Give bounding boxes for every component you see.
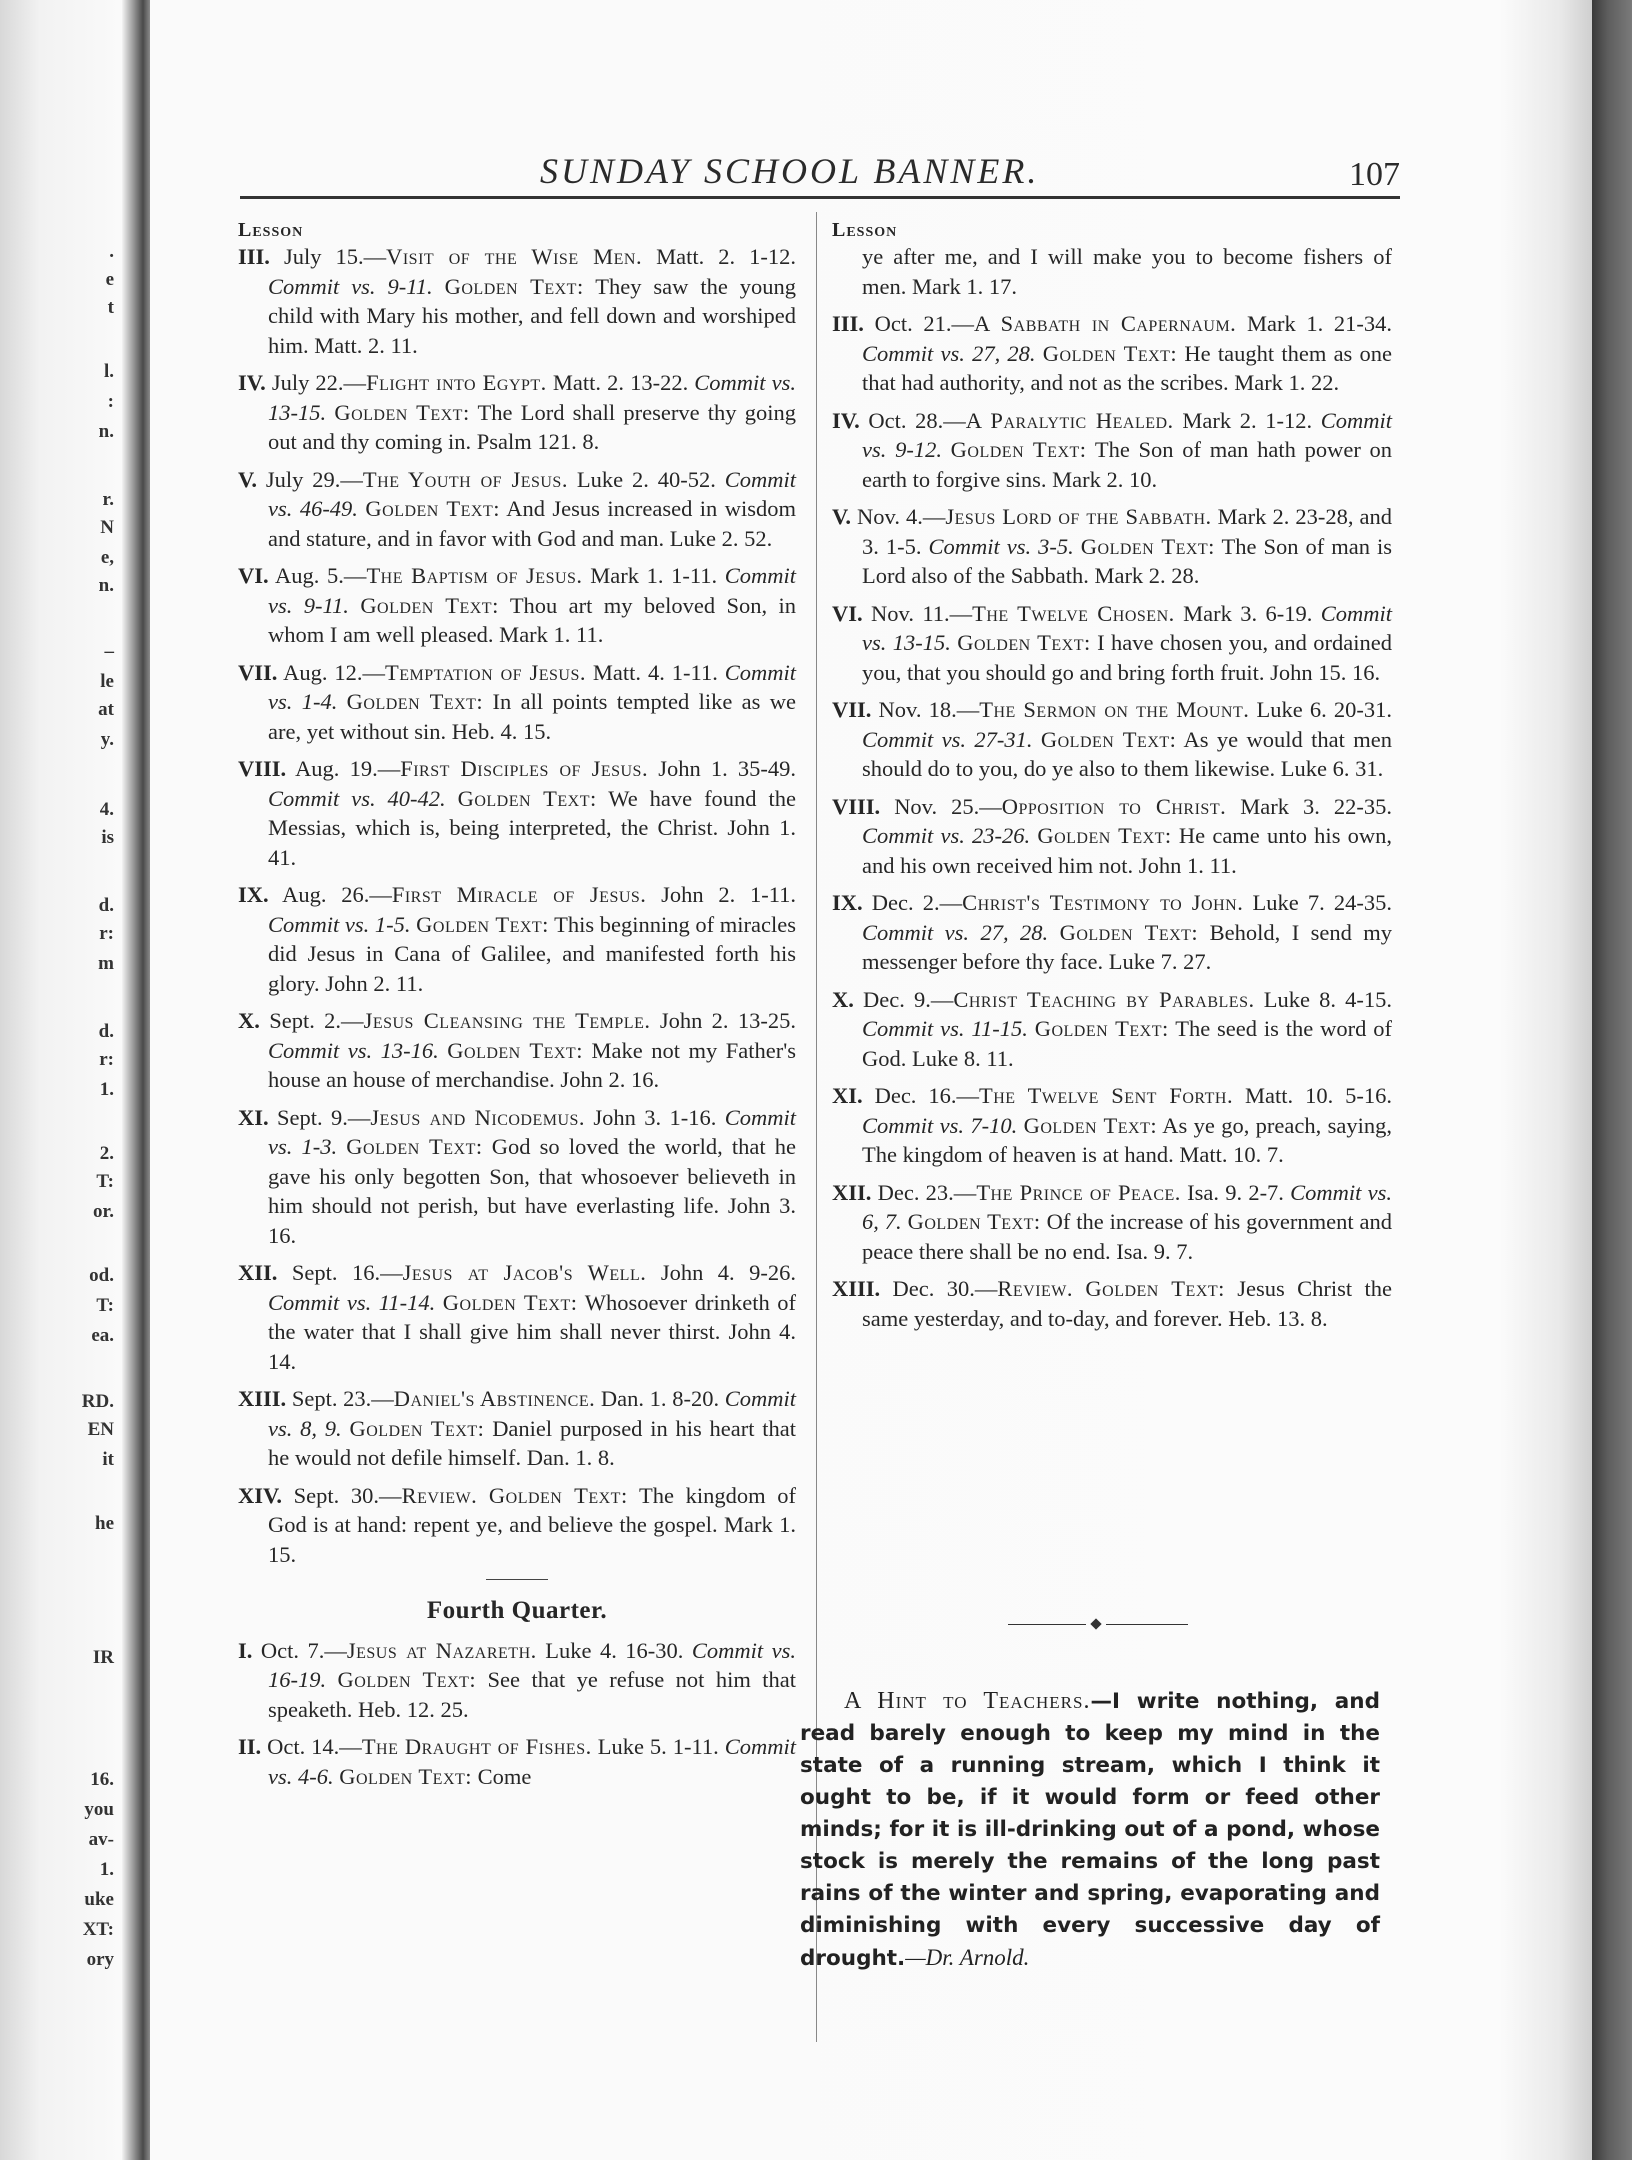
lesson-number: IX. — [238, 882, 269, 907]
lesson-date: Sept. 30.— — [293, 1482, 402, 1508]
lesson-date: Nov. 18.— — [878, 697, 980, 722]
lesson-date: Sept. 9.— — [277, 1104, 371, 1130]
lesson-title: Jesus at Jacob's Well. — [402, 1260, 647, 1285]
scripture-reference: Matt. 10. 5-16. — [1245, 1083, 1392, 1108]
lesson-list — [832, 309, 1392, 1333]
lesson-date: Dec. 16.— — [874, 1083, 979, 1108]
lesson-number: XI. — [832, 1083, 863, 1108]
lesson-title: Jesus and Nicodemus. — [370, 1104, 586, 1130]
commit-verses: Commit vs. 13-15. — [862, 600, 1393, 655]
golden-text-label: Golden Text: — [1034, 1016, 1169, 1041]
previous-page-fragment: le — [100, 671, 114, 692]
scripture-reference: Mark 1. 1-11. — [590, 563, 718, 588]
scripture-reference: Luke 7. 24-35. — [1252, 890, 1393, 915]
previous-page-fragment: IR — [92, 1647, 114, 1668]
scripture-reference: Mark 2. 23-28, and 3. 1-5. — [862, 504, 1393, 559]
golden-text: The seed is the word of God. Luke 8. 11. — [862, 1016, 1393, 1071]
previous-page-fragment: r: — [99, 923, 114, 944]
lesson-date: Nov. 11.— — [871, 600, 973, 626]
lesson-date: Dec. 23.— — [877, 1179, 977, 1205]
lesson-number: XII. — [832, 1179, 872, 1205]
previous-page-fragment: you — [84, 1799, 114, 1820]
lesson-title: Christ's Testimony to John. — [962, 890, 1244, 915]
golden-text: Whosoever drinketh of the water that I shall give him shall never thirst. John 4. 14. — [268, 1289, 797, 1374]
lesson-title: First Disciples of Jesus. — [400, 756, 649, 781]
previous-page-fragment: 4. — [99, 799, 114, 820]
golden-text-label: Golden Text: — [1042, 340, 1178, 366]
commit-verses: Commit vs. 13-16. — [268, 1037, 439, 1063]
lesson-number: V. — [832, 504, 851, 529]
golden-text-label: Golden Text: — [1037, 823, 1172, 848]
golden-text-label: Golden Text: — [1080, 533, 1215, 559]
lesson-title: Opposition to Christ. — [1001, 793, 1227, 819]
golden-text-label: Golden Text: — [447, 1037, 583, 1063]
scripture-reference: Matt. 4. 1-11. — [592, 659, 718, 685]
lesson-number: III. — [832, 311, 864, 336]
golden-text: He came unto his own, and his own received him not. John 1. 11. — [862, 823, 1393, 878]
previous-page-fragment: 16. — [90, 1769, 114, 1790]
scripture-reference: Dan. 1. 8-20. — [600, 1386, 720, 1411]
golden-text: Come — [477, 1763, 532, 1789]
lesson-number: III. — [238, 244, 270, 269]
scripture-reference: Luke 6. 20-31. — [1256, 697, 1392, 722]
golden-text-label: Golden Text: — [442, 1289, 578, 1315]
previous-page-fragment: e, — [100, 547, 114, 568]
lesson-entry — [238, 1103, 796, 1251]
commit-verses: Commit vs. 13-15. — [268, 370, 797, 425]
previous-page-edge — [0, 0, 118, 2160]
lesson-title: Jesus at Nazareth. — [346, 1637, 537, 1663]
lesson-number: VII. — [832, 697, 872, 722]
previous-page-fragment: or. — [93, 1201, 114, 1222]
lesson-entry — [832, 406, 1392, 495]
book-gutter — [122, 0, 150, 2160]
lesson-title: The Youth of Jesus. — [362, 466, 568, 492]
lesson-list — [238, 242, 796, 1569]
previous-page-fragment: 1. — [99, 1859, 114, 1880]
golden-text-label: Golden Text: — [360, 592, 499, 618]
lesson-title: Review. — [401, 1482, 478, 1508]
lesson-date: Nov. 25.— — [894, 793, 1002, 819]
header-rule — [240, 196, 1400, 199]
page-stack-edge — [1592, 0, 1632, 2160]
commit-verses: Commit vs. 9-11. — [268, 273, 433, 299]
golden-text-label: Golden Text: — [950, 437, 1087, 462]
lesson-date: Aug. 19.— — [295, 756, 401, 781]
previous-page-fragment: av- — [88, 1829, 114, 1850]
golden-text-label: Golden Text: — [488, 1482, 628, 1508]
golden-text-label: Golden Text: — [907, 1209, 1041, 1234]
lesson-title: A Sabbath in Capernaum. — [973, 311, 1237, 336]
lesson-number: VIII. — [238, 756, 287, 781]
scripture-reference: John 3. 1-16. — [593, 1104, 717, 1130]
golden-text-label: Golden Text: — [365, 496, 500, 521]
golden-text-label: Golden Text: — [346, 689, 484, 714]
lesson-entry — [832, 1274, 1392, 1333]
lesson-entry — [238, 465, 796, 554]
previous-page-fragment: is — [101, 827, 114, 848]
commit-verses: Commit vs. 4-6. — [268, 1734, 797, 1789]
lesson-date: Sept. 2.— — [269, 1008, 364, 1033]
ornamental-divider — [1008, 1618, 1188, 1630]
lesson-entry — [238, 1732, 796, 1791]
golden-text-label: Golden Text: — [334, 399, 470, 425]
hint-to-teachers — [800, 1685, 1380, 1975]
lesson-number: IV. — [238, 370, 266, 395]
lesson-entry — [832, 1178, 1392, 1267]
lesson-column-heading: Lesson — [238, 219, 304, 241]
golden-text-label: Golden Text: — [1059, 919, 1199, 945]
lesson-date: Aug. 5.— — [275, 563, 367, 588]
previous-page-fragment: d. — [98, 1021, 114, 1042]
previous-page-fragment: 1. — [99, 1079, 114, 1100]
previous-page-fragment: he — [95, 1513, 114, 1534]
previous-page-fragment: n. — [98, 575, 114, 596]
lesson-number: XII. — [238, 1260, 278, 1285]
lesson-entry — [832, 792, 1392, 881]
lesson-title: Daniel's Abstinence. — [393, 1386, 596, 1411]
lesson-entry — [832, 502, 1392, 591]
lesson-title: First Miracle of Jesus. — [391, 882, 647, 907]
previous-page-fragment: n. — [98, 421, 114, 442]
lesson-date: Oct. 7.— — [260, 1637, 347, 1663]
lesson-number: I. — [238, 1637, 253, 1663]
previous-page-fragment: t — [107, 297, 114, 318]
lesson-title: The Baptism of Jesus. — [366, 563, 583, 588]
lesson-date: Sept. 16.— — [291, 1260, 403, 1285]
lesson-title: Review. — [997, 1276, 1074, 1301]
lesson-number: IX. — [832, 890, 863, 915]
golden-text: The Son of man hath power on earth to forgive sins. Mark 2. 10. — [862, 437, 1393, 492]
previous-page-fragment: od. — [89, 1265, 114, 1286]
scripture-reference: Mark 3. 22-35. — [1240, 793, 1393, 819]
previous-page-fragment: . — [109, 241, 114, 262]
golden-text-label: Golden Text: — [339, 1763, 473, 1789]
lesson-title: A Paralytic Healed. — [965, 407, 1174, 433]
hint-author: —Dr. Arnold. — [905, 1945, 1030, 1970]
previous-page-fragment: at — [98, 699, 114, 720]
commit-verses: Commit vs. 3-5. — [928, 533, 1074, 559]
lesson-number: VI. — [832, 600, 863, 626]
lesson-date: July 22.— — [271, 370, 367, 395]
previous-page-fragment: XT: — [82, 1919, 114, 1940]
lesson-entry — [238, 1258, 796, 1376]
lesson-title: Flight into Egypt. — [366, 370, 547, 395]
commit-verses: Commit vs. 27, 28. — [862, 340, 1036, 366]
lesson-number: XIII. — [238, 1386, 287, 1411]
scripture-reference: Matt. 2. 1-12. — [656, 244, 797, 269]
golden-text: We have found the Messias, which is, being interpreted, the Christ. John 1. 41. — [268, 785, 796, 870]
golden-text: In all points tempted like as we are, yet without sin. Heb. 4. 15. — [268, 689, 796, 744]
golden-text: The Lord shall preserve thy going out and thy coming in. Psalm 121. 8. — [268, 399, 797, 454]
lesson-date: Aug. 26.— — [282, 882, 392, 907]
lesson-title: Visit of the Wise Men. — [386, 244, 643, 269]
previous-page-fragment: r. — [102, 489, 114, 510]
lesson-entry — [832, 309, 1392, 398]
golden-text-label: Golden Text: — [346, 1134, 483, 1159]
lesson-date: Dec. 2.— — [871, 890, 963, 915]
previous-page-fragment: ea. — [91, 1325, 114, 1346]
lesson-date: July 29.— — [265, 466, 363, 492]
previous-page-fragment: l. — [103, 361, 114, 382]
lesson-date: Dec. 9.— — [863, 986, 954, 1012]
previous-page-fragment: d. — [98, 895, 114, 916]
golden-text-label: Golden Text: — [1023, 1112, 1158, 1138]
section-divider — [486, 1579, 548, 1580]
lesson-title: The Twelve Chosen. — [972, 600, 1175, 626]
golden-text: Jesus Christ the same yesterday, and to-day, and forever. Heb. 13. 8. — [862, 1276, 1392, 1331]
golden-text: And Jesus increased in wisdom and stature, and in favor with God and man. Luke 2. 52. — [268, 496, 796, 551]
golden-text-label: Golden Text: — [444, 273, 584, 299]
lesson-entry — [238, 1384, 796, 1473]
previous-page-fragment: T: — [96, 1295, 114, 1316]
lesson-entry — [832, 985, 1392, 1074]
hint-lead: A Hint to Teachers. — [844, 1688, 1091, 1714]
lesson-number: X. — [238, 1008, 260, 1033]
running-header — [240, 150, 1400, 194]
lesson-column-heading: Lesson — [832, 219, 898, 241]
lesson-date: Oct. 28.— — [868, 407, 966, 433]
commit-verses: Commit vs. 23-26. — [862, 823, 1031, 848]
lesson-number: IV. — [832, 407, 860, 433]
lesson-number: VIII. — [832, 793, 881, 819]
scripture-reference: Mark 1. 21-34. — [1246, 311, 1393, 336]
lesson-date: Dec. 30.— — [892, 1276, 998, 1301]
lesson-title: Christ Teaching by Parables. — [953, 986, 1255, 1012]
previous-page-fragment: uke — [84, 1889, 114, 1910]
lesson-number: XIII. — [832, 1276, 881, 1301]
golden-text-label: Golden Text: — [1040, 726, 1177, 752]
golden-text-label: Golden Text: — [1085, 1276, 1225, 1301]
golden-text: Behold, I send my messenger before thy face. Luke 7. 27. — [862, 919, 1393, 974]
commit-verses: Commit vs. 27, 28. — [862, 919, 1049, 945]
lesson-title: The Draught of Fishes. — [361, 1734, 592, 1759]
lesson-continuation: ye after me, and I will make you to become fishers of men. Mark 1. 17. — [862, 244, 1392, 299]
lesson-title: Temptation of Jesus. — [385, 659, 586, 685]
lesson-entry — [832, 599, 1392, 688]
commit-verses: Commit vs. 27-31. — [862, 726, 1033, 752]
previous-page-fragment: T: — [96, 1171, 114, 1192]
lesson-entry — [238, 1636, 796, 1725]
lesson-date: Nov. 4.— — [857, 504, 946, 529]
previous-page-fragment: r: — [99, 1049, 114, 1070]
lesson-date: Oct. 21.— — [874, 311, 974, 336]
lesson-entry — [238, 1006, 796, 1095]
golden-text: See that ye refuse not him that speaketh. Heb. 12. 25. — [268, 1667, 796, 1722]
previous-page-fragment: ory — [86, 1949, 114, 1970]
golden-text: I have chosen you, and ordained you, that you should go and bring forth fruit. John 15. 16. — [862, 630, 1393, 685]
lesson-entry — [238, 242, 796, 360]
lesson-number: X. — [832, 986, 854, 1012]
lesson-title: Jesus Lord of the Sabbath. — [945, 504, 1212, 529]
golden-text: The kingdom of God is at hand: repent ye, and believe the gospel. Mark 1. 15. — [268, 1482, 796, 1567]
golden-text: They saw the young child with Mary his mother, and fell down and worshiped him. Matt. 2. 11. — [268, 273, 797, 358]
publication-title: SUNDAY SCHOOL BANNER. — [540, 151, 1040, 191]
golden-text: Daniel purposed in his heart that he would not defile himself. Dan. 1. 8. — [268, 1415, 797, 1470]
commit-verses: Commit vs. 9-11. — [268, 563, 797, 618]
previous-page-fragment: – — [104, 641, 114, 662]
golden-text-label: Golden Text: — [349, 1415, 485, 1441]
golden-text: He taught them as one that had authority, and not as the scribes. Mark 1. 22. — [862, 340, 1393, 395]
commit-verses: Commit vs. 46-49. — [268, 466, 796, 521]
scripture-reference: Mark 3. 6-19. — [1183, 600, 1313, 626]
commit-verses: Commit vs. 1-5. — [268, 911, 411, 937]
lesson-entry — [238, 368, 796, 457]
lesson-entry — [832, 1081, 1392, 1170]
golden-text: Of the increase of his government and peace there shall be no end. Isa. 9. 7. — [862, 1209, 1392, 1264]
golden-text-label: Golden Text: — [957, 630, 1091, 655]
previous-page-fragment: RD. — [81, 1391, 114, 1412]
previous-page-fragment: EN — [87, 1419, 114, 1440]
commit-verses: Commit vs. 7-10. — [862, 1112, 1018, 1138]
lesson-entry — [238, 1481, 796, 1570]
previous-page-fragment: m — [98, 953, 114, 974]
golden-text: Make not my Father's house an house of merchandise. John 2. 16. — [268, 1037, 797, 1092]
golden-text: The Son of man is Lord also of the Sabbath. Mark 2. 28. — [862, 533, 1393, 588]
previous-page-fragment: it — [102, 1449, 114, 1470]
hint-body: —I write nothing, and read barely enough to keep my mind in the state of a running stream, which I think it ought to be, if it would form or feed other minds; for it is ill-drinking out of a pond, whose stock is merely the remains of the long past rains of the winter and spring, evaporating and diminishing with every successive day of drought. — [800, 1689, 1381, 1971]
commit-verses: Commit vs. 1-3. — [268, 1104, 797, 1159]
lesson-number: V. — [238, 466, 257, 492]
lesson-number: VI. — [238, 563, 269, 588]
commit-verses: Commit vs. 11-14. — [268, 1289, 436, 1315]
lesson-title: The Prince of Peace. — [976, 1179, 1181, 1205]
lesson-entry — [238, 754, 796, 872]
lesson-number: XIV. — [238, 1482, 282, 1508]
lesson-date: Aug. 12.— — [283, 659, 386, 685]
lesson-entry — [832, 888, 1392, 977]
lesson-title: The Sermon on the Mount. — [979, 697, 1250, 722]
scripture-reference: Mark 2. 1-12. — [1182, 407, 1313, 433]
scripture-reference: John 1. 35-49. — [658, 756, 797, 781]
left-column — [238, 218, 796, 1799]
scripture-reference: Matt. 2. 13-22. — [552, 370, 689, 395]
lesson-entry — [238, 561, 796, 650]
scripture-reference: Luke 2. 40-52. — [576, 466, 716, 492]
lesson-title: Jesus Cleansing the Temple. — [363, 1008, 651, 1033]
lesson-number: VII. — [238, 659, 278, 685]
commit-verses: Commit vs. 8, 9. — [268, 1386, 797, 1441]
lesson-date: July 15.— — [283, 244, 387, 269]
lesson-number: II. — [238, 1734, 262, 1759]
previous-page-fragment: : — [107, 391, 114, 412]
commit-verses: Commit vs. 9-12. — [862, 407, 1393, 462]
scripture-reference: Luke 5. 1-11. — [597, 1734, 719, 1759]
fourth-quarter-list — [238, 1636, 796, 1792]
scripture-reference: John 2. 1-11. — [661, 882, 796, 907]
golden-text: As ye would that men should do to you, do ye also to them likewise. Luke 6. 31. — [862, 726, 1393, 781]
golden-text: God so loved the world, that he gave his only begotten Son, that whosoever believeth in him should not perish, but have everlasting life. John 3. 16. — [268, 1134, 796, 1248]
golden-text: This beginning of miracles did Jesus in Cana of Galilee, and manifested forth his glory. John 2. 11. — [268, 911, 797, 996]
lesson-entry — [238, 658, 796, 747]
commit-verses: Commit vs. 1-4. — [268, 659, 797, 714]
golden-text: Thou art my beloved Son, in whom I am well pleased. Mark 1. 11. — [268, 592, 797, 647]
lesson-title: The Twelve Sent Forth. — [979, 1083, 1234, 1108]
commit-verses: Commit vs. 11-15. — [862, 1016, 1028, 1041]
golden-text-label: Golden Text: — [337, 1667, 477, 1692]
scripture-reference: John 2. 13-25. — [659, 1008, 797, 1033]
golden-text-label: Golden Text: — [416, 911, 549, 937]
previous-page-fragment: N — [100, 517, 114, 538]
commit-verses: Commit vs. 16-19. — [268, 1637, 797, 1692]
golden-text: As ye go, preach, saying, The kingdom of heaven is at hand. Matt. 10. 7. — [862, 1112, 1392, 1167]
scripture-reference: Isa. 9. 2-7. — [1187, 1179, 1284, 1205]
page-number: 107 — [1349, 156, 1400, 193]
lesson-entry — [238, 880, 796, 998]
quarter-heading: Fourth Quarter. — [426, 1597, 608, 1624]
previous-page-fragment: 2. — [99, 1143, 114, 1164]
lesson-date: Oct. 14.— — [267, 1734, 362, 1759]
commit-verses: Commit vs. 6, 7. — [862, 1179, 1392, 1234]
lesson-entry — [832, 695, 1392, 784]
right-column — [832, 218, 1392, 1341]
scripture-reference: Luke 8. 4-15. — [1263, 986, 1392, 1012]
scripture-reference: Luke 4. 16-30. — [545, 1637, 684, 1663]
lesson-date: Sept. 23.— — [291, 1386, 394, 1411]
lesson-number: XI. — [238, 1104, 269, 1130]
golden-text-label: Golden Text: — [457, 785, 597, 811]
scripture-reference: John 4. 9-26. — [660, 1260, 797, 1285]
previous-page-fragment: e — [105, 269, 114, 290]
previous-page-fragment: y. — [100, 729, 114, 750]
commit-verses: Commit vs. 40-42. — [268, 785, 446, 811]
